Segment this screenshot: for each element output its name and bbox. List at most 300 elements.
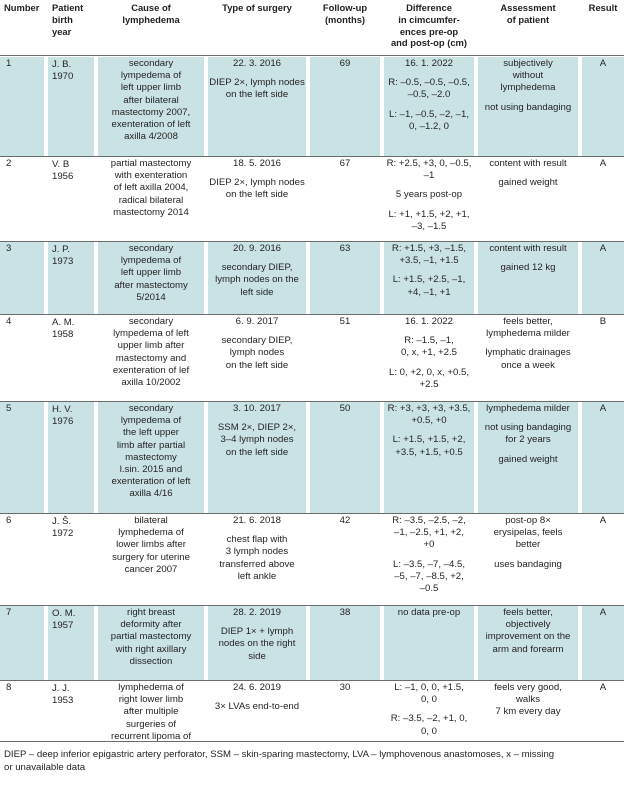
cell-line: objectively — [505, 619, 551, 631]
cell-value: 42 — [339, 515, 351, 526]
column-header-line: Patient — [52, 2, 84, 13]
column-header — [384, 2, 474, 54]
cell-line — [208, 527, 306, 534]
cell-surgery — [208, 606, 306, 680]
cell-value: 1 — [6, 58, 12, 69]
column-header-line: Difference — [406, 2, 452, 13]
cell-line: J. Š. — [52, 516, 72, 527]
cell-line: –3, –1.5 — [411, 220, 447, 232]
cell-followup — [310, 681, 380, 741]
cell-line: DIEP 2×, lymph nodes — [209, 177, 305, 189]
cell-line: L: –3.5, –7, –4.5, — [392, 558, 465, 570]
cell-line: –5, –7, –8.5, +2, — [394, 570, 464, 582]
row-divider — [0, 741, 624, 742]
cell-line: 3× LVAs end-to-end — [214, 701, 300, 713]
cell-assessment — [478, 681, 578, 741]
cell-surgery — [208, 681, 306, 741]
cell-number — [0, 57, 44, 156]
cell-line — [478, 552, 578, 559]
cell-number — [0, 681, 44, 741]
cell-line: on the left side — [225, 359, 289, 371]
cell-line: improvement on the — [485, 631, 571, 643]
cell-line: J. J. — [52, 683, 70, 694]
cell-line: 5/2014 — [136, 291, 166, 303]
cell-line: secondary DIEP, — [221, 335, 293, 347]
cell-value: A — [599, 607, 607, 618]
cell-line: 1970 — [52, 71, 74, 83]
cell-line: +2.5 — [419, 378, 439, 390]
cell-line: gained weight — [498, 453, 558, 465]
cell-line — [208, 70, 306, 77]
cell-line: lymphatic drainages — [485, 347, 571, 359]
cell-followup — [310, 402, 380, 513]
cell-line: L: +1.5, +2.5, –1, — [392, 274, 466, 286]
cell-line: L: –1, –0.5, –2, –1, — [388, 108, 469, 120]
column-header-line: birth — [52, 13, 73, 25]
cell-line: 16. 1. 2022 — [404, 58, 453, 69]
cell-result — [582, 606, 624, 680]
cell-line: 1976 — [52, 416, 74, 428]
cell-cause — [98, 606, 204, 680]
cell-line: 24. 6. 2019 — [232, 682, 281, 693]
cell-value: 38 — [339, 607, 351, 618]
cell-line: gained 12 kg — [500, 262, 556, 274]
column-header-line: Type of surgery — [222, 2, 292, 13]
cell-result — [582, 57, 624, 156]
cell-line — [384, 70, 474, 77]
cell-assessment — [478, 57, 578, 156]
cell-surgery — [208, 315, 306, 401]
cell-line — [384, 706, 474, 713]
cell-result — [582, 514, 624, 605]
cell-cause — [98, 514, 204, 605]
cell-line: J. P. — [52, 244, 70, 255]
column-header — [478, 2, 578, 54]
cell-line: recurrent lipoma of — [111, 730, 191, 741]
cell-assessment — [478, 402, 578, 513]
cell-line: deformity after — [120, 619, 182, 631]
column-header-line: year — [52, 25, 72, 37]
cell-line: 5 years post-op — [395, 189, 463, 201]
cell-line — [478, 340, 578, 347]
table-row — [0, 681, 624, 741]
cell-number — [0, 315, 44, 401]
cell-line: 20. 9. 2016 — [232, 243, 281, 254]
cell-line: not using bandaging — [484, 101, 572, 113]
cell-line: with right axillary — [115, 643, 187, 655]
column-header — [0, 2, 44, 54]
cell-line — [384, 102, 474, 109]
cell-line: after multiple — [123, 706, 179, 718]
cell-line: 1956 — [52, 171, 74, 183]
cell-value: 51 — [339, 316, 351, 327]
table-row — [0, 402, 624, 513]
cell-line: 1973 — [52, 256, 74, 268]
cell-line — [208, 619, 306, 626]
cell-line: exenteration of left — [111, 119, 191, 131]
cell-line: mastectomy — [125, 451, 177, 463]
cell-line — [478, 95, 578, 102]
cell-value: 5 — [6, 403, 12, 414]
cell-line: on the left side — [225, 446, 289, 458]
column-header-line: Cause of — [131, 2, 171, 13]
column-header — [208, 2, 306, 54]
cell-line: with exenteration — [114, 170, 188, 182]
cell-value: 50 — [339, 403, 351, 414]
cell-line: lower limbs after — [116, 539, 186, 551]
cell-line: 0, 0 — [420, 694, 437, 706]
cell-line: transferred above — [219, 558, 295, 570]
cell-line — [384, 202, 474, 209]
cell-number — [0, 514, 44, 605]
cell-line — [208, 328, 306, 335]
cell-line: 3. 10. 2017 — [232, 403, 281, 414]
cell-value: 63 — [339, 243, 351, 254]
cell-line: SSM 2×, DIEP 2×, — [217, 422, 297, 434]
cell-value: B — [599, 316, 607, 327]
cell-cause — [98, 242, 204, 314]
cell-followup — [310, 157, 380, 241]
cell-line — [384, 360, 474, 367]
cell-line — [384, 182, 474, 189]
cell-line: feels better, — [503, 607, 553, 618]
cell-line: without — [512, 70, 544, 82]
cell-value: A — [599, 58, 607, 69]
cell-line: not using bandaging — [484, 422, 572, 434]
cell-line — [384, 427, 474, 434]
cell-line: lymphedema milder — [486, 328, 570, 340]
cell-value: 6 — [6, 515, 12, 526]
table-row — [0, 315, 624, 401]
cell-line: secondary DIEP, — [221, 262, 293, 274]
cell-line: lymphedema of — [118, 682, 184, 693]
cell-line: lymphedema milder — [486, 403, 570, 414]
cell-line — [478, 447, 578, 454]
cell-line: lympedema of — [120, 415, 182, 427]
cell-line: R: –3.5, –2.5, –2, — [392, 515, 466, 526]
cell-line: 1972 — [52, 528, 74, 540]
cell-line: +3.5, –1, +1.5 — [399, 255, 459, 267]
cell-value: A — [599, 243, 607, 254]
column-header-line: lymphedema — [122, 13, 180, 25]
cell-line: better — [515, 539, 541, 551]
cell-line — [478, 170, 578, 177]
cell-followup — [310, 242, 380, 314]
cell-line: V. B — [52, 159, 70, 170]
cell-line: exenteration of lef — [112, 364, 190, 376]
cell-line: –1, –2.5, +1, +2, — [394, 527, 464, 539]
cell-line: nodes on the right — [218, 638, 296, 650]
cell-line — [478, 415, 578, 422]
cell-line: partial mastectomy — [110, 631, 192, 643]
cell-line: DIEP 2×, lymph nodes — [209, 77, 305, 89]
header-divider — [0, 55, 624, 56]
cell-line: surgery for uterine — [112, 551, 190, 563]
cell-result — [582, 315, 624, 401]
cell-line: –0.5, –2.0 — [407, 89, 451, 101]
cell-number — [0, 242, 44, 314]
cell-line: 6. 9. 2017 — [235, 316, 279, 327]
cell-line: surgeries of — [125, 718, 177, 730]
cell-patient — [48, 681, 94, 741]
cell-line: content with result — [489, 243, 567, 254]
cell-line: lympedema of — [120, 70, 182, 82]
cell-difference — [384, 57, 474, 156]
column-header-line: and post-op (cm) — [390, 37, 468, 49]
cell-line: 0, x, +1, +2.5 — [400, 347, 457, 359]
cell-value: 3 — [6, 243, 12, 254]
cell-cause — [98, 157, 204, 241]
cell-line: R: –1.5, –1, — [404, 335, 454, 347]
cell-value: 67 — [339, 158, 351, 169]
cell-cause — [98, 57, 204, 156]
cell-number — [0, 402, 44, 513]
cell-line: for 2 years — [505, 434, 551, 446]
cell-line: partial mastectomy — [110, 158, 192, 169]
cell-line: +0.5, +0 — [411, 415, 447, 427]
cell-line: axilla 4/16 — [129, 488, 173, 500]
cell-value: 8 — [6, 682, 12, 693]
table-header — [0, 0, 624, 55]
cell-value: A — [599, 515, 607, 526]
cell-line: mastectomy and — [115, 352, 187, 364]
cell-difference — [384, 606, 474, 680]
cell-line: erysipelas, feels — [493, 527, 563, 539]
cell-followup — [310, 606, 380, 680]
table-row — [0, 514, 624, 605]
cell-line: lymphedema — [500, 82, 556, 94]
cell-difference — [384, 242, 474, 314]
cell-value: 2 — [6, 158, 12, 169]
cell-line: gained weight — [498, 177, 558, 189]
cell-line: the left upper — [122, 427, 179, 439]
table-row — [0, 57, 624, 156]
cell-line — [384, 328, 474, 335]
cell-line: mastectomy 2014 — [113, 206, 189, 218]
cell-surgery — [208, 402, 306, 513]
cell-surgery — [208, 57, 306, 156]
cell-line: walks — [516, 694, 540, 706]
cell-cause — [98, 315, 204, 401]
cell-line: content with result — [489, 158, 567, 169]
cell-line: +4, –1, +1 — [407, 286, 451, 298]
footnote-line: or unavailable data — [4, 761, 86, 773]
cell-line: left upper limb — [120, 267, 182, 279]
cell-line: chest flap with — [226, 534, 288, 546]
cell-line: R: –0.5, –0.5, –0.5, — [388, 77, 470, 89]
cell-line: secondary — [128, 58, 174, 69]
cell-line: axilla 4/2008 — [124, 131, 178, 143]
cell-line: 1953 — [52, 695, 74, 707]
cell-line: secondary — [128, 403, 174, 414]
cell-value: 4 — [6, 316, 12, 327]
cell-line: 28. 2. 2019 — [232, 607, 281, 618]
cell-number — [0, 157, 44, 241]
cell-line: left upper limb — [120, 82, 182, 94]
cell-line: feels very good, — [494, 682, 562, 693]
cell-line: once a week — [501, 359, 555, 371]
table-row — [0, 157, 624, 241]
cell-line: l.sin. 2015 and — [119, 464, 183, 476]
table-row — [0, 242, 624, 314]
cell-line: after bilateral — [123, 94, 179, 106]
cell-line: R: +2.5, +3, 0, –0.5, — [386, 158, 472, 169]
cell-line: 0, –1.2, 0 — [408, 120, 449, 132]
cell-line: H. V. — [52, 404, 73, 415]
cell-line: upper limb after — [117, 340, 185, 352]
cell-value: 30 — [339, 682, 351, 693]
cell-line: limb after partial — [116, 439, 186, 451]
cell-line: uses bandaging — [494, 558, 562, 570]
cell-line: 22. 3. 2016 — [232, 58, 281, 69]
cell-line: L: –1, 0, 0, +1.5, — [394, 682, 464, 693]
cell-line — [208, 170, 306, 177]
cell-line: L: +1, +1.5, +2, +1, — [388, 208, 470, 220]
cell-line: on the left side — [225, 189, 289, 201]
cell-line: J. B. — [52, 59, 72, 70]
cell-line: lympedema of left — [113, 328, 189, 340]
cell-line: axilla 10/2002 — [121, 377, 181, 389]
cell-patient — [48, 57, 94, 156]
cell-line: on the left side — [225, 89, 289, 101]
column-header-line: in cimcumfer- — [398, 13, 460, 25]
cell-line: exenteration of left — [111, 476, 191, 488]
cell-patient — [48, 606, 94, 680]
cell-line: R: +1.5, +3, –1.5, — [391, 243, 467, 254]
cell-followup — [310, 514, 380, 605]
cell-line: L: +1.5, +1.5, +2, — [392, 434, 466, 446]
cell-surgery — [208, 242, 306, 314]
cell-line: 3–4 lymph nodes — [220, 434, 294, 446]
column-header-line: Assessment — [500, 2, 556, 13]
cell-value: A — [599, 682, 607, 693]
cell-line: +0 — [423, 539, 435, 551]
cell-line: 3 lymph nodes — [225, 546, 289, 558]
cell-value: A — [599, 403, 607, 414]
cell-line: +3.5, +1.5, +0.5 — [395, 446, 463, 458]
cell-line: cancer 2007 — [124, 563, 178, 575]
cell-line: lympedema of — [120, 255, 182, 267]
column-header — [98, 2, 204, 54]
cell-line: R: –3.5, –2, +1, 0, — [390, 713, 468, 725]
column-header-line: Result — [588, 2, 618, 13]
cell-line: no data pre-op — [397, 607, 461, 618]
cell-difference — [384, 681, 474, 741]
table-row — [0, 606, 624, 680]
cell-line — [478, 255, 578, 262]
cell-line: after mastectomy — [114, 279, 188, 291]
column-header — [582, 2, 624, 54]
column-header-line: Follow-up — [322, 2, 368, 13]
cell-line: of left axilla 2004, — [113, 182, 189, 194]
cell-difference — [384, 157, 474, 241]
cell-result — [582, 242, 624, 314]
cell-line: secondary — [128, 243, 174, 254]
cell-assessment — [478, 606, 578, 680]
cell-line: –0.5 — [419, 583, 439, 595]
cell-assessment — [478, 157, 578, 241]
cell-value: 7 — [6, 607, 12, 618]
cell-line: L: 0, +2, 0, x, +0.5, — [388, 366, 469, 378]
cell-line: 7 km every day — [495, 706, 561, 718]
cell-difference — [384, 315, 474, 401]
cell-assessment — [478, 242, 578, 314]
column-header-line: Number — [4, 2, 40, 13]
cell-line: feels better, — [503, 316, 553, 327]
cell-result — [582, 681, 624, 741]
cell-assessment — [478, 514, 578, 605]
cell-line: side — [248, 650, 266, 662]
cell-line: left ankle — [237, 570, 277, 582]
cell-line — [208, 694, 306, 701]
cell-patient — [48, 402, 94, 513]
cell-line: left side — [240, 286, 274, 298]
cell-difference — [384, 514, 474, 605]
cell-result — [582, 402, 624, 513]
cell-line: secondary — [128, 316, 174, 327]
column-header-line: of patient — [506, 13, 550, 25]
column-header — [48, 2, 94, 54]
cell-patient — [48, 514, 94, 605]
cell-patient — [48, 315, 94, 401]
cell-number — [0, 606, 44, 680]
cell-line: 21. 6. 2018 — [232, 515, 281, 526]
cell-value: 69 — [339, 58, 351, 69]
cell-line: arm and forearm — [492, 643, 564, 655]
cell-result — [582, 157, 624, 241]
column-header-line: (months) — [324, 13, 366, 25]
cell-surgery — [208, 514, 306, 605]
cell-line: A. M. — [52, 317, 75, 328]
cell-line: 16. 1. 2022 — [404, 316, 453, 327]
cell-line — [208, 415, 306, 422]
cell-line: radical bilateral — [118, 194, 184, 206]
cell-followup — [310, 315, 380, 401]
footnote-line: DIEP – deep inferior epigastric artery perforator, SSM – skin-sparing mastectomy, LVA – lymphovenous anastomoses, x – missing — [4, 749, 555, 760]
cell-line: 1957 — [52, 620, 74, 632]
cell-patient — [48, 242, 94, 314]
cell-followup — [310, 57, 380, 156]
cell-line — [384, 267, 474, 274]
column-header-line: ences pre-op — [399, 25, 459, 37]
cell-line: right breast — [127, 607, 175, 618]
cell-line: 0, 0 — [420, 725, 437, 737]
cell-line — [208, 255, 306, 262]
cell-line: subjectively — [503, 58, 553, 69]
cell-line — [384, 552, 474, 559]
cell-assessment — [478, 315, 578, 401]
table-footnote — [4, 749, 620, 774]
cell-cause — [98, 681, 204, 741]
cell-line: lymph nodes — [229, 347, 285, 359]
cell-line: bilateral — [134, 515, 168, 526]
cell-line: dissection — [129, 655, 173, 667]
cell-value: A — [599, 158, 607, 169]
cell-line: 18. 5. 2016 — [232, 158, 281, 169]
cell-line: lymph nodes on the — [215, 274, 299, 286]
cell-line: mastectomy 2007, — [111, 106, 191, 118]
cell-line: 1958 — [52, 329, 74, 341]
cell-cause — [98, 402, 204, 513]
cell-line: post-op 8× — [505, 515, 551, 526]
cell-line: DIEP 1× + lymph — [220, 626, 294, 638]
cell-line: lymphedema of — [118, 527, 184, 539]
cell-difference — [384, 402, 474, 513]
cell-surgery — [208, 157, 306, 241]
cell-line: right lower limb — [118, 694, 184, 706]
column-header — [310, 2, 380, 54]
cell-patient — [48, 157, 94, 241]
